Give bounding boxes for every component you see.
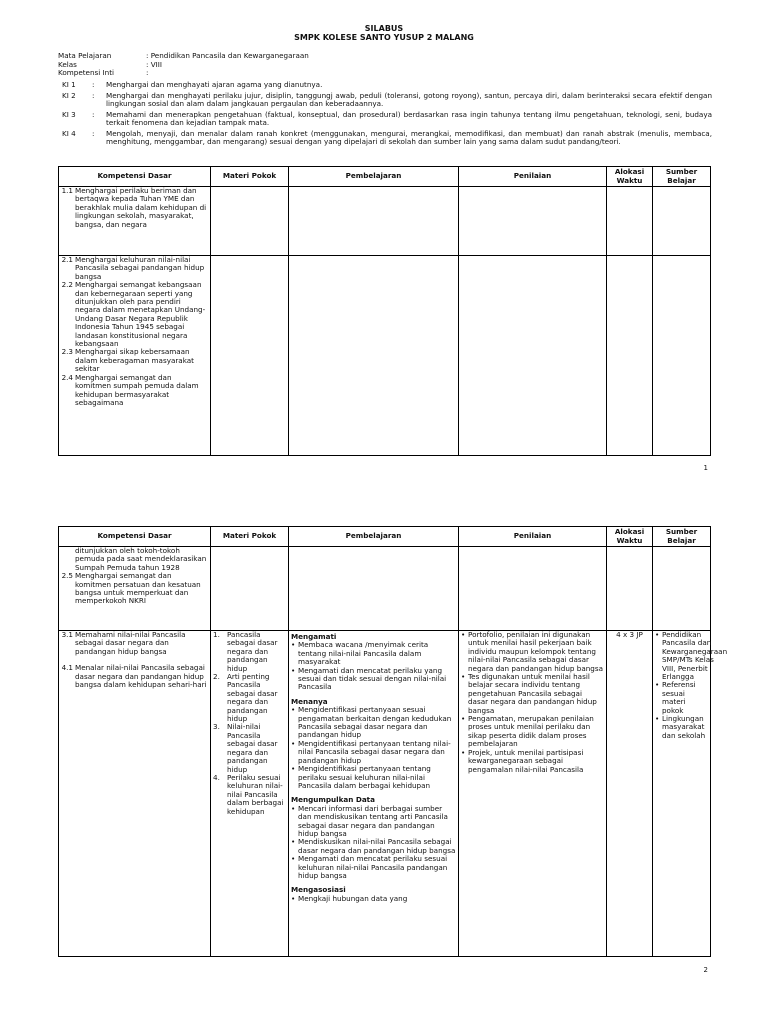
ki-text: Memahami dan menerapkan pengetahuan (faktual, konseptual, dan prosedural) berdasarkan rasa ingin tahunya tentang ilmu pengetahuan, teknologi, seni, budaya terkait fenomena dan kejadian tampak mata. bbox=[106, 109, 712, 127]
activity-text: Mengidentifikasi pertanyaan sesuai pengamatan berkaitan dengan kedudukan Pancasila sebagai dasar negara dan pandangan hidup bbox=[298, 705, 452, 740]
header-materi-pokok: Materi Pokok bbox=[211, 527, 289, 547]
materi-number: 2. bbox=[213, 672, 220, 682]
header-materi-pokok: Materi Pokok bbox=[211, 167, 289, 187]
ki-code: KI 4 bbox=[62, 128, 76, 138]
kd-text: Menghargai sikap kebersamaan dalam keberagaman masyarakat sekitar bbox=[75, 347, 194, 374]
school-name: SMPK KOLESE SANTO YUSUP 2 MALANG bbox=[294, 33, 474, 42]
ki-item: KI 2 : Menghargai dan menghayati perilaku jujur, disiplin, tanggungj awab, peduli (toleransi, gotong royong), santun, percaya diri, dalam berinteraksi secara efektif dengan lingkungan sosial dan alam dalam jangkauan pergaulan dan keberadaannya. bbox=[62, 90, 712, 108]
list-item: • Tes digunakan untuk menilai hasil belajar secara individu tentang pengetahuan Pancasila sebagai dasar negara dan pandangan hidup bangsa bbox=[461, 673, 604, 715]
kd-number: 4.1 bbox=[61, 663, 73, 673]
table-row bbox=[59, 256, 711, 456]
header-penilaian: Penilaian bbox=[459, 527, 607, 547]
sumber-cell bbox=[653, 547, 711, 631]
materi-cell bbox=[211, 547, 289, 631]
page-1 bbox=[0, 0, 768, 484]
ki-code: KI 2 bbox=[62, 90, 76, 100]
materi-cell bbox=[211, 631, 289, 957]
header-sumber-belajar: Sumber Belajar bbox=[653, 167, 711, 187]
kd-cell bbox=[59, 547, 211, 631]
ki-item: KI 1 : Menghargai dan menghayati ajaran agama yang dianutnya. bbox=[62, 81, 712, 90]
kd-cell bbox=[59, 631, 211, 957]
activity-text: Mengamati dan mencatat perilaku yang sesuai dan tidak sesuai dengan nilai-nilai Pancasila bbox=[298, 665, 447, 692]
meta-key: Kompetensi Inti bbox=[58, 68, 115, 77]
pembelajaran-cell bbox=[289, 256, 459, 456]
ki-text: Mengolah, menyaji, dan menalar dalam ranah konkret (menggunakan, mengurai, merangkai, memodifikasi, dan membuat) dan ranah abstrak (menulis, membaca, menghitung, menggambar, dan mengarang) sesuai dengan yang dipelajari di sekolah dan sumber lain yang sama dalam sudut pandang/teori. bbox=[106, 128, 712, 146]
kd-text-continued: ditunjukkan oleh tokoh-tokoh pemuda pada saat mendeklarasikan Sumpah Pemuda tahun 1928 bbox=[75, 546, 207, 572]
header-sumber-belajar: Sumber Belajar bbox=[653, 527, 711, 547]
penilaian-cell bbox=[459, 187, 607, 256]
list-item: • Mengidentifikasi pertanyaan tentang perilaku sesuai keluhuran nilai-nilai Pancasila dalam berbagai kehidupan bbox=[291, 765, 456, 790]
kd-number: 2.4 bbox=[61, 372, 73, 382]
document-title: SILABUS bbox=[364, 24, 404, 33]
source-text: Lingkungan masyarakat dan sekolah bbox=[662, 714, 706, 740]
list-item: • Mengidentifikasi pertanyaan sesuai pengamatan berkaitan dengan kedudukan Pancasila sebagai dasar negara dan pandangan hidup bbox=[291, 706, 456, 740]
activity-heading: Mengamati bbox=[291, 632, 337, 641]
activity-text: Mengidentifikasi pertanyaan tentang nilai-nilai Pancasila sebagai dasar negara dan pandangan hidup bbox=[298, 738, 451, 765]
kd-number: 1.1 bbox=[61, 186, 73, 195]
materi-cell bbox=[211, 256, 289, 456]
materi-item bbox=[213, 673, 286, 723]
ki-item: KI 4 : Mengolah, menyaji, dan menalar dalam ranah konkret (menggunakan, mengurai, merangkai, memodifikasi, dan membuat) dan ranah abstrak (menulis, membaca, menghitung, menggambar, dan mengarang) sesuai dengan yang dipelajari di sekolah dan sumber lain yang sama dalam sudut pandang/teori. bbox=[62, 128, 712, 146]
activity-heading: Menanya bbox=[291, 696, 328, 706]
list-item: • Membaca wacana /menyimak cerita tentang nilai-nilai Pancasila dalam masyarakat bbox=[291, 641, 456, 666]
alokasi-cell bbox=[607, 631, 653, 957]
activity-text: Mengamati dan mencatat perilaku sesuai keluhuran nilai-nilai Pancasila pandangan hidup bangsa bbox=[298, 854, 448, 880]
header-alokasi-waktu: Alokasi Waktu bbox=[607, 167, 653, 187]
kd-text: Menghargai semangat dan komitmen sumpah pemuda dalam kehidupan bermasyarakat sebagaimana bbox=[75, 372, 199, 407]
list-item: • Mengamati dan mencatat perilaku sesuai keluhuran nilai-nilai Pancasila pandangan hidup bangsa bbox=[291, 855, 456, 880]
materi-number: 3. bbox=[213, 722, 220, 732]
meta-value: : Pendidikan Pancasila dan Kewarganegaraan bbox=[146, 51, 309, 60]
pembelajaran-cell bbox=[289, 547, 459, 631]
kd-number: 3.1 bbox=[61, 630, 73, 639]
kd-text: Menghargai semangat dan komitmen persatuan dan kesatuan bangsa untuk memperkuat dan memperkokoh NKRI bbox=[75, 571, 201, 606]
header-pembelajaran: Pembelajaran bbox=[289, 167, 459, 187]
penilaian-cell bbox=[459, 256, 607, 456]
ki-text: Menghargai dan menghayati ajaran agama yang dianutnya. bbox=[106, 80, 323, 89]
kd-text: Menghargai keluhuran nilai-nilai Pancasila sebagai pandangan hidup bangsa bbox=[75, 255, 205, 281]
header-kompetensi-dasar: Kompetensi Dasar bbox=[59, 527, 211, 547]
header-alokasi-waktu: Alokasi Waktu bbox=[607, 527, 653, 547]
materi-text: Perilaku sesuai keluhuran nilai-nilai Pancasila dalam berbagai kehidupan bbox=[227, 772, 284, 816]
materi-cell bbox=[211, 187, 289, 256]
materi-text: Pancasila sebagai dasar negara dan pandangan hidup bbox=[227, 630, 278, 673]
kd-cell bbox=[59, 187, 211, 256]
list-item: • Lingkungan masyarakat dan sekolah bbox=[655, 715, 708, 740]
meta-value: : VIII bbox=[146, 59, 162, 69]
activity-text: Membaca wacana /menyimak cerita tentang nilai-nilai Pancasila dalam masyarakat bbox=[298, 640, 429, 667]
alokasi-cell bbox=[607, 547, 653, 631]
activity-heading: Mengasosiasi bbox=[291, 885, 346, 895]
assessment-text: Pengamatan, merupakan penilaian proses untuk menilai perilaku dan sikap peserta didik dalam proses pembelajaran bbox=[468, 714, 594, 749]
source-text: Pendidikan Pancasila dan Kewarganegaraan SMP/MTs Kelas VIII, Penerbit Erlangga bbox=[662, 630, 728, 682]
list-item: • Mencari informasi dari berbagai sumber dan mendiskusikan tentang arti Pancasila sebagai dasar negara dan pandangan hidup bangsa bbox=[291, 805, 456, 839]
page-number: 2 bbox=[703, 966, 708, 974]
time-allocation: 4 x 3 JP bbox=[616, 630, 643, 639]
list-item: • Portofolio, penilaian ini digunakan untuk menilai hasil pekerjaan baik individu maupun kelompok tentang nilai-nilai Pancasila sebagai dasar negara dan pandangan hidup bangsa bbox=[461, 630, 603, 673]
kd-text: Menalar nilai-nilai Pancasila sebagai dasar negara dan pandangan hidup bangsa dalam kehidupan sehari-hari bbox=[75, 663, 207, 690]
kd-number: 2.5 bbox=[61, 571, 73, 581]
header-kompetensi-dasar: Kompetensi Dasar bbox=[59, 167, 211, 187]
ki-code: KI 3 bbox=[62, 109, 76, 119]
kd-text: Memahami nilai-nilai Pancasila sebagai dasar negara dan pandangan hidup bangsa bbox=[75, 630, 186, 656]
syllabus-table-page-1 bbox=[58, 166, 711, 456]
materi-text: Nilai-nilai Pancasila sebagai dasar negara dan pandangan hidup bbox=[227, 722, 278, 774]
assessment-text: Projek, untuk menilai partisipasi kewarganegaraan sebagai pengamalan nilai-nilai Pancasila bbox=[468, 747, 584, 774]
list-item: • Referensi sesuai materi pokok bbox=[655, 681, 708, 715]
kd-text: Menghargai semangat kebangsaan dan kebernegaraan seperti yang ditunjukkan oleh para pendiri negara dalam menetapkan Undang-Undang Dasar Negara Republik Indonesia Tahun 1945 sebagai landasan konstitusional negara kebangsaan bbox=[75, 280, 206, 349]
kd-number: 2.3 bbox=[61, 347, 73, 357]
materi-text: Arti penting Pancasila sebagai dasar negara dan pandangan hidup bbox=[227, 672, 278, 724]
list-item: • Pendidikan Pancasila dan Kewarganegaraan SMP/MTs Kelas VIII, Penerbit Erlangga bbox=[655, 630, 728, 682]
meta-key: Kelas bbox=[58, 59, 77, 69]
header-pembelajaran: Pembelajaran bbox=[289, 527, 459, 547]
kd-number: 2.1 bbox=[61, 255, 73, 264]
sumber-cell bbox=[653, 256, 711, 456]
header-penilaian: Penilaian bbox=[459, 167, 607, 187]
meta-key: Mata Pelajaran bbox=[58, 51, 112, 60]
kompetensi-inti-list bbox=[62, 81, 712, 149]
sumber-cell bbox=[653, 630, 728, 957]
alokasi-cell bbox=[607, 187, 653, 256]
meta-value: : bbox=[146, 68, 149, 77]
materi-number: 1. bbox=[213, 630, 220, 639]
subject-meta bbox=[58, 52, 309, 78]
list-item: • Projek, untuk menilai partisipasi kewarganegaraan sebagai pengamalan nilai-nilai Pancasila bbox=[461, 749, 604, 774]
list-item: • Mengidentifikasi pertanyaan tentang nilai-nilai Pancasila sebagai dasar negara dan pandangan hidup bbox=[291, 740, 456, 765]
penilaian-cell bbox=[459, 547, 607, 631]
ki-code: KI 1 bbox=[62, 80, 76, 89]
list-item: • Mengamati dan mencatat perilaku yang sesuai dan tidak sesuai dengan nilai-nilai Pancasila bbox=[291, 667, 456, 692]
materi-item bbox=[213, 774, 286, 816]
list-item: • Mendiskusikan nilai-nilai Pancasila sebagai dasar negara dan pandangan hidup bangsa bbox=[291, 837, 456, 855]
page-number: 1 bbox=[703, 464, 708, 472]
source-text: Referensi sesuai materi pokok bbox=[662, 680, 696, 715]
kd-cell bbox=[59, 256, 211, 456]
activity-text: Mengidentifikasi pertanyaan tentang perilaku sesuai keluhuran nilai-nilai Pancasila dalam berbagai kehidupan bbox=[298, 764, 431, 790]
list-item: • Pengamatan, merupakan penilaian proses untuk menilai perilaku dan sikap peserta didik dalam proses pembelajaran bbox=[461, 715, 604, 749]
list-item: • Mengkaji hubungan data yang bbox=[291, 893, 408, 903]
kd-text: Menghargai perilaku beriman dan bertaqwa kepada Tuhan YME dan berakhlak mulia dalam kehidupan di lingkungan sekolah, masyarakat, bangsa, dan negara bbox=[75, 186, 207, 229]
activity-text: Mencari informasi dari berbagai sumber dan mendiskusikan tentang arti Pancasila sebagai dasar negara dan pandangan hidup bangsa bbox=[298, 803, 448, 838]
materi-item bbox=[213, 723, 286, 773]
ki-item: KI 3 : Memahami dan menerapkan pengetahuan (faktual, konseptual, dan prosedural) berdasarkan rasa ingin tahunya tentang ilmu pengetahuan, teknologi, seni, budaya terkait fenomena dan kejadian tampak mata. bbox=[62, 109, 712, 127]
page-gap bbox=[0, 484, 768, 500]
penilaian-cell bbox=[459, 631, 607, 957]
sumber-cell bbox=[653, 187, 711, 256]
table-row bbox=[59, 187, 711, 256]
activity-heading: Mengumpulkan Data bbox=[291, 795, 375, 805]
alokasi-cell bbox=[607, 256, 653, 456]
page-2 bbox=[0, 500, 768, 1024]
assessment-text: Portofolio, penilaian ini digunakan untuk menilai hasil pekerjaan baik individu maupun kelompok tentang nilai-nilai Pancasila sebagai dasar negara dan pandangan hidup bangsa bbox=[468, 630, 603, 673]
materi-number: 4. bbox=[213, 772, 220, 782]
assessment-text: Tes digunakan untuk menilai hasil belajar secara individu tentang pengetahuan Pancasila sebagai dasar negara dan pandangan hidup bangsa bbox=[468, 672, 597, 715]
pembelajaran-cell bbox=[289, 631, 459, 957]
table-row bbox=[59, 547, 711, 631]
syllabus-table-page-2 bbox=[58, 526, 728, 957]
kd-number: 2.2 bbox=[61, 280, 73, 290]
ki-text: Menghargai dan menghayati perilaku jujur, disiplin, tanggungj awab, peduli (toleransi, gotong royong), santun, percaya diri, dalam berinteraksi secara efektif dengan lingkungan sosial dan alam dalam jangkauan pergaulan dan keberadaannya. bbox=[106, 90, 712, 108]
materi-item bbox=[213, 631, 286, 673]
pembelajaran-cell bbox=[289, 187, 459, 256]
activity-text: Mengkaji hubungan data yang bbox=[298, 893, 408, 903]
table-row bbox=[59, 631, 711, 957]
activity-text: Mendiskusikan nilai-nilai Pancasila sebagai dasar negara dan pandangan hidup bangsa bbox=[298, 837, 456, 855]
